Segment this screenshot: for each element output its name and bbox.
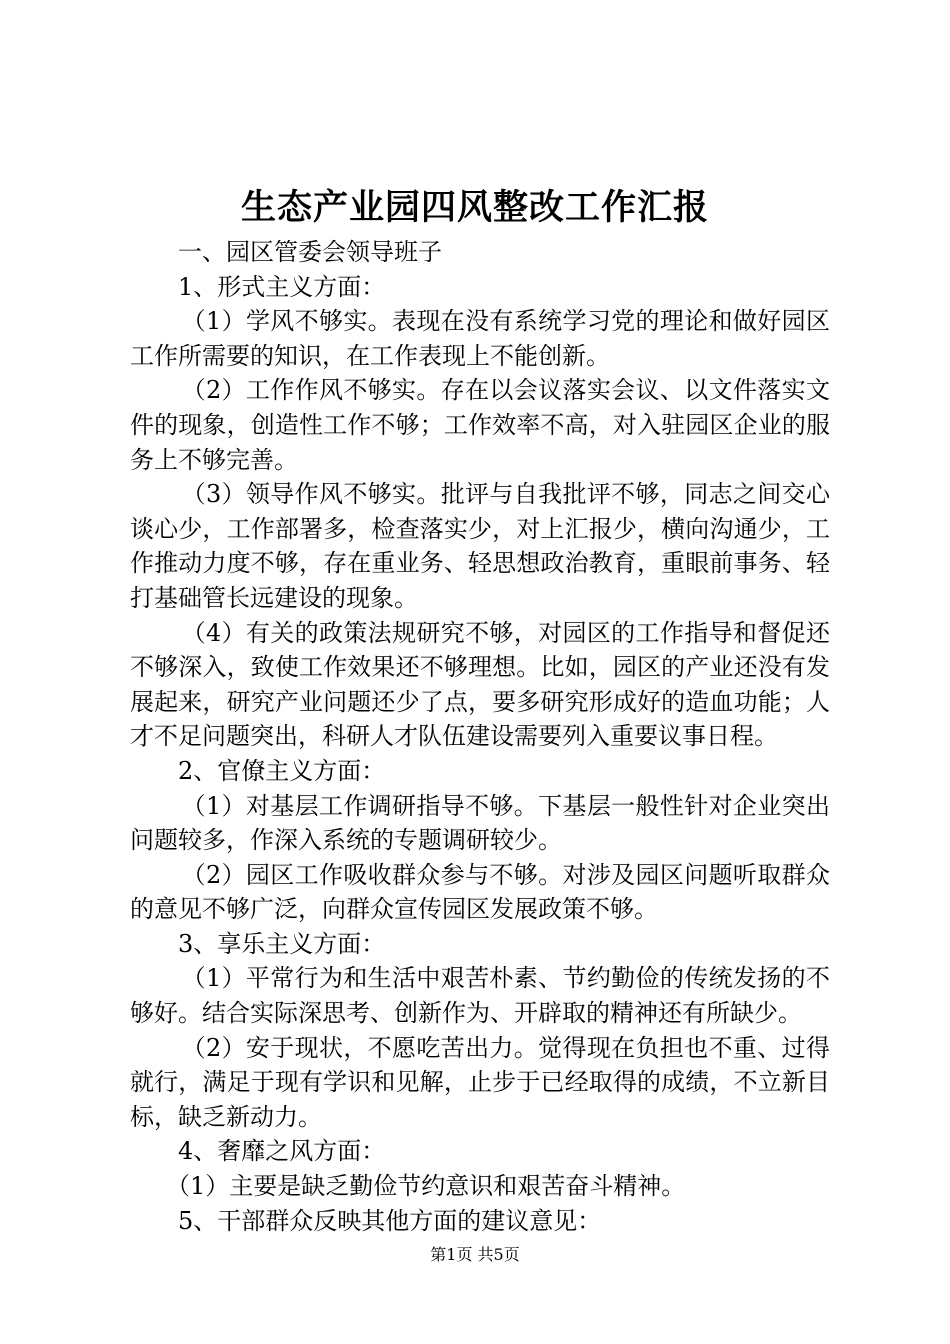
document-body bbox=[130, 235, 830, 1238]
page-number-footer: 第1页 共5页 bbox=[430, 1245, 520, 1264]
document-title: 生态产业园四风整改工作汇报 bbox=[240, 187, 709, 228]
section-heading-leadership: 一、园区管委会领导班子 bbox=[178, 238, 442, 266]
subsection-heading-formalism: 1、形式主义方面： bbox=[178, 272, 386, 301]
paragraph-formalism-1: （1）学风不够实。表现在没有系统学习党的理论和做好园区工作所需要的知识，在工作表现上不能创新。 bbox=[130, 307, 830, 370]
paragraph-hedonism-1: （1）平常行为和生活中艰苦朴素、节约勤俭的传统发扬的不够好。结合实际深思考、创新作为、开辟取的精神还有所缺少。 bbox=[130, 964, 830, 1028]
subsection-heading-suggestions: 5、干部群众反映其他方面的建议意见： bbox=[178, 1206, 602, 1235]
paragraph-formalism-3: （3）领导作风不够实。批评与自我批评不够，同志之间交心谈心少，工作部署多，检查落实少，对上汇报少，横向沟通少，工作推动力度不够，存在重业务、轻思想政治教育，重眼前事务、轻打基础管长远建设的现象。 bbox=[130, 480, 830, 612]
subsection-heading-hedonism: 3、享乐主义方面： bbox=[178, 929, 386, 958]
paragraph-formalism-4: （4）有关的政策法规研究不够，对园区的工作指导和督促还不够深入，致使工作效果还不够理想。比如，园区的产业还没有发展起来，研究产业问题还少了点，要多研究形成好的造血功能；人才不足问题突出，科研人才队伍建设需要列入重要议事日程。 bbox=[130, 618, 830, 751]
subsection-heading-extravagance: 4、奢靡之风方面： bbox=[178, 1137, 386, 1166]
subsection-heading-bureaucratism: 2、官僚主义方面： bbox=[178, 756, 386, 785]
paragraph-bureaucratism-2: （2）园区工作吸收群众参与不够。对涉及园区问题听取群众的意见不够广泛，向群众宣传园区发展政策不够。 bbox=[130, 860, 830, 924]
paragraph-hedonism-2: （2）安于现状，不愿吃苦出力。觉得现在负担也不重、过得就行，满足于现有学识和见解，止步于已经取得的成绩，不立新目标，缺乏新动力。 bbox=[130, 1033, 830, 1131]
paragraph-extravagance-1: （1）主要是缺乏勤俭节约意识和艰苦奋斗精神。 bbox=[166, 1172, 686, 1201]
paragraph-formalism-2: （2）工作作风不够实。存在以会议落实会议、以文件落实文件的现象，创造性工作不够；工作效率不高，对入驻园区企业的服务上不够完善。 bbox=[130, 376, 830, 474]
paragraph-bureaucratism-1: （1）对基层工作调研指导不够。下基层一般性针对企业突出问题较多，作深入系统的专题调研较少。 bbox=[130, 791, 830, 855]
